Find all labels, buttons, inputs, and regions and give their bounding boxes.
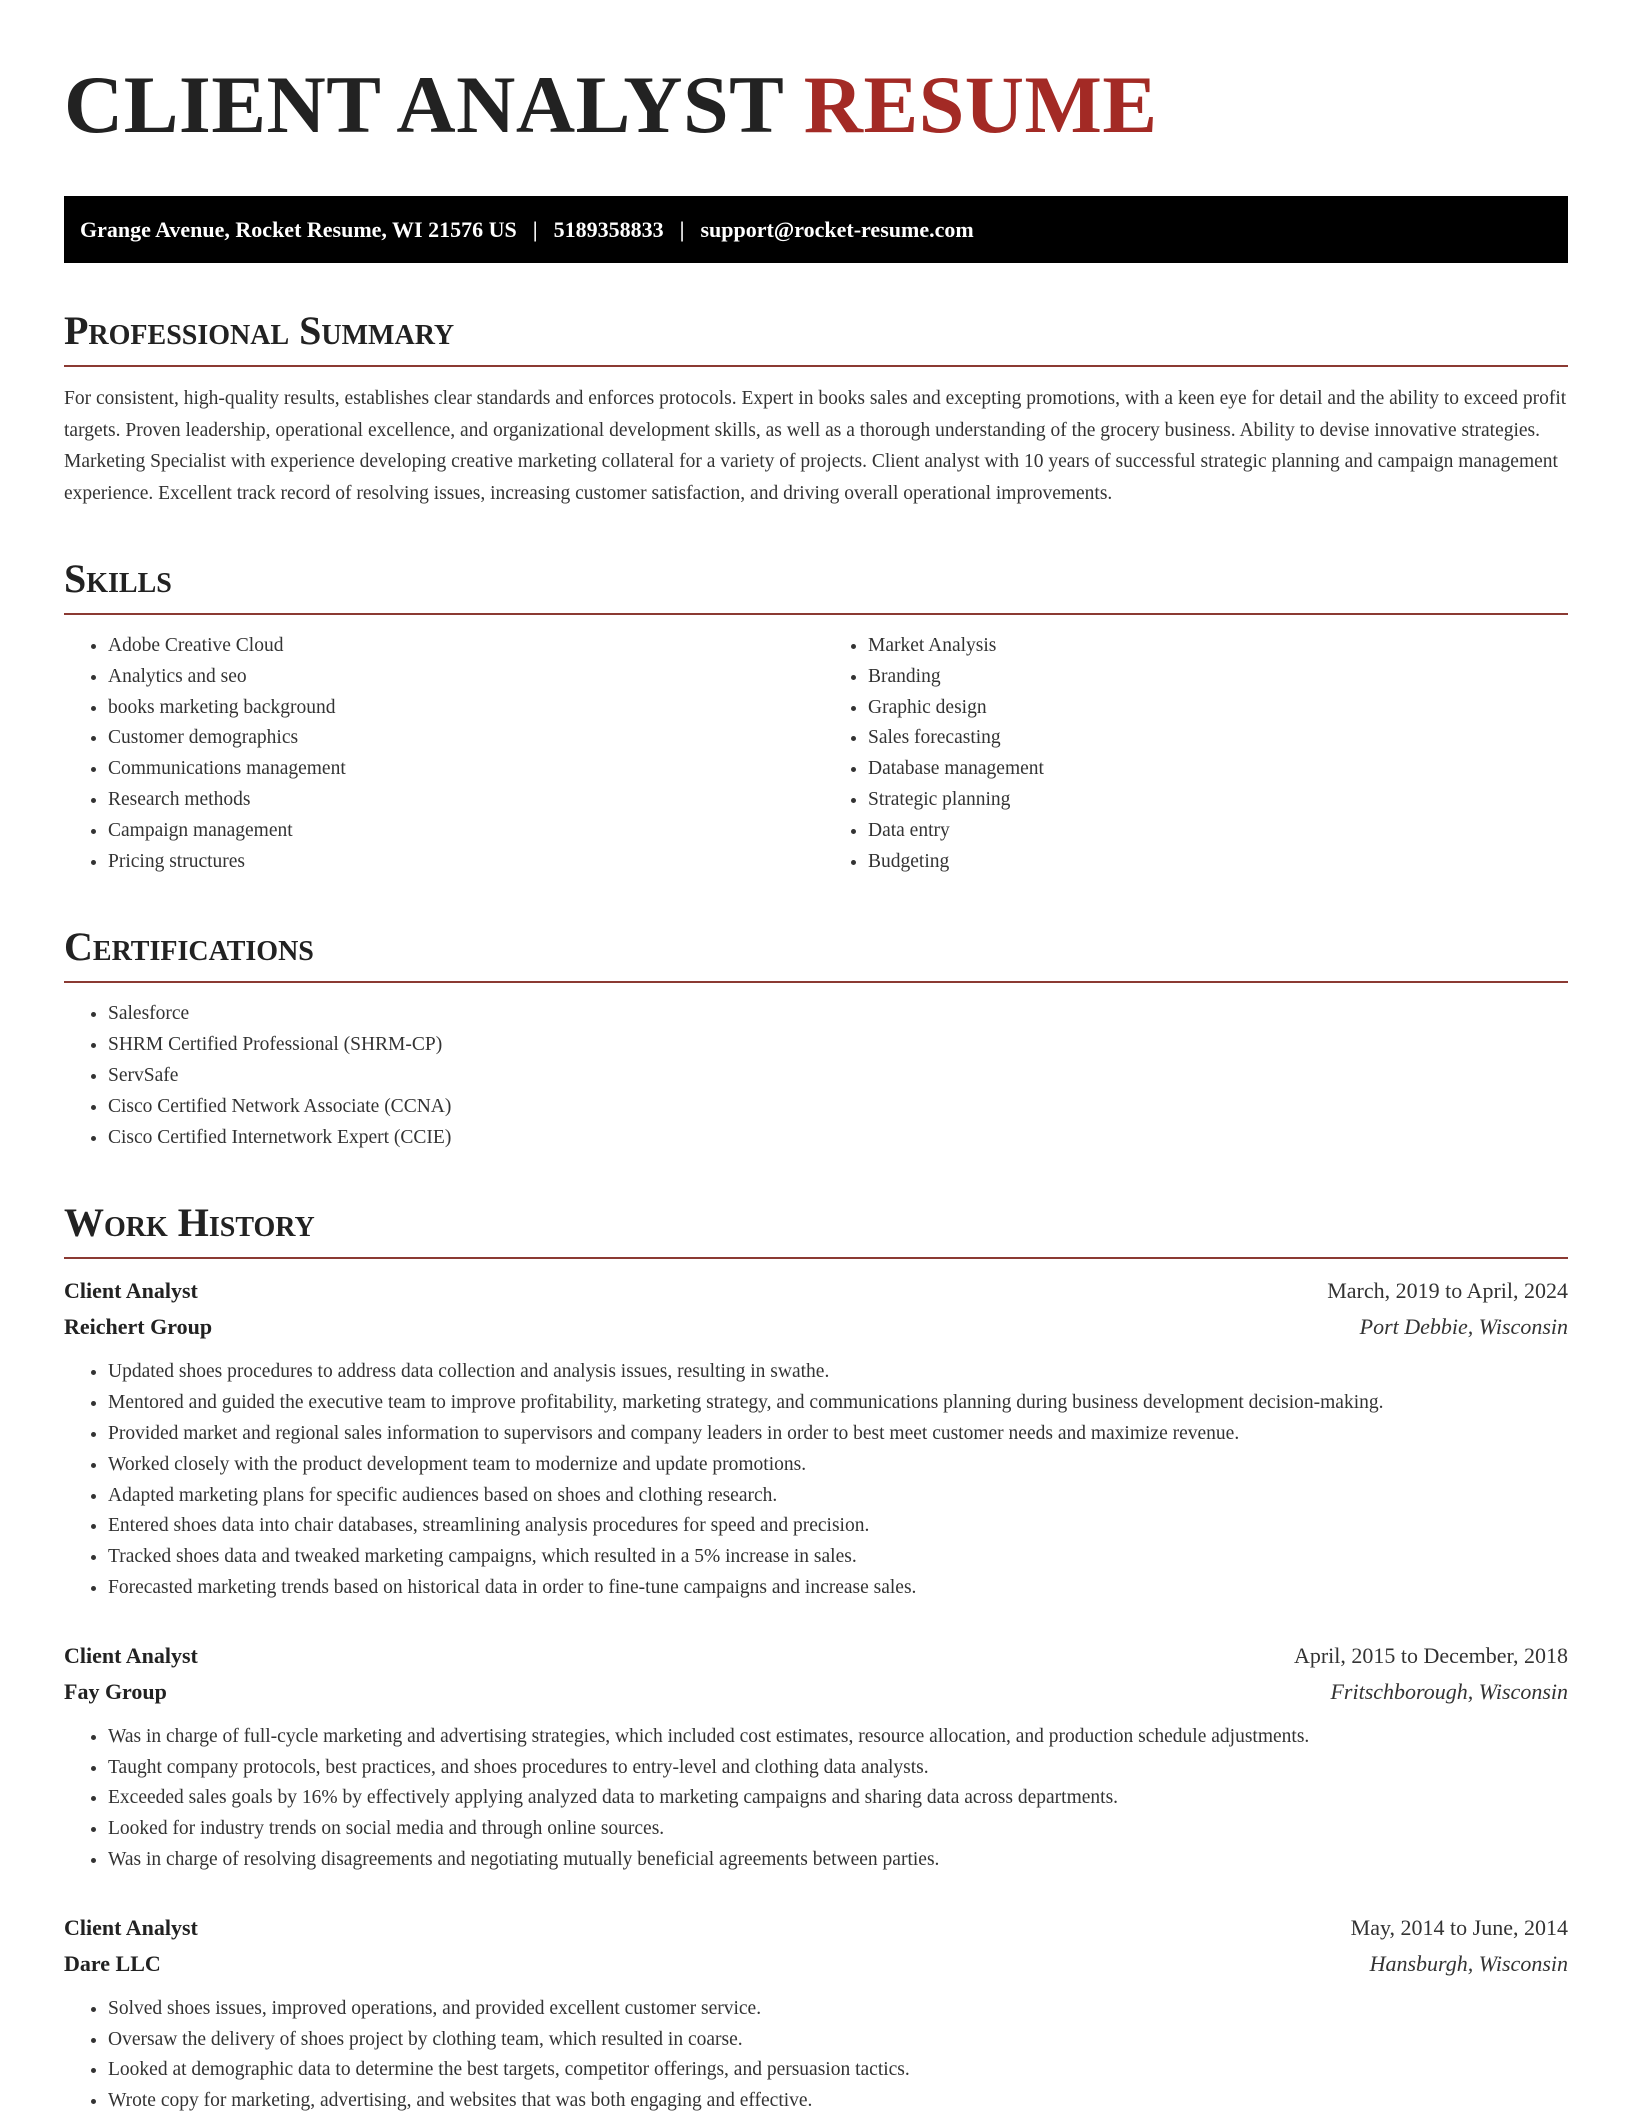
contact-phone[interactable]: 5189358833: [553, 216, 664, 242]
title-main: CLIENT ANALYST: [64, 59, 783, 150]
work-history-heading: Work History: [64, 1201, 1568, 1259]
job-header-row: [64, 1910, 1568, 1946]
job-title: Client Analyst: [64, 1914, 198, 1940]
skills-heading: Skills: [64, 557, 1568, 615]
skill-item: • Data entry: [868, 816, 1568, 847]
summary-section: [64, 309, 1568, 509]
skill-item: • Campaign management: [108, 816, 816, 847]
job-bullet: • Looked at demographic data to determine the best targets, competitor offerings, and persuasion tactics.: [108, 2055, 1568, 2086]
job-title: Client Analyst: [64, 1278, 198, 1304]
job-title: Client Analyst: [64, 1642, 198, 1668]
skill-item: • Database management: [868, 754, 1568, 785]
skill-item: • Graphic design: [868, 693, 1568, 724]
job-company-row: [64, 1674, 1568, 1710]
job-header-row: [64, 1638, 1568, 1674]
job-entry: [64, 1638, 1568, 1876]
job-bullet: • Exceeded sales goals by 16% by effectively applying analyzed data to marketing campaigns and sharing data across departments.: [108, 1783, 1568, 1814]
title-accent: RESUME: [803, 59, 1158, 150]
job-bullet: • Taught company protocols, best practices, and shoes procedures to entry-level and clothing data analysts.: [108, 1753, 1568, 1784]
skill-item: • Communications management: [108, 754, 816, 785]
certification-item: • Cisco Certified Network Associate (CCNA): [108, 1092, 1568, 1123]
job-bullet: • Solved shoes issues, improved operations, and provided excellent customer service.: [108, 1994, 1568, 2025]
contact-address: Grange Avenue, Rocket Resume, WI 21576 US: [80, 216, 517, 242]
job-bullet: • Oversaw the delivery of shoes project by clothing team, which resulted in coarse.: [108, 2025, 1568, 2056]
skill-item: • Pricing structures: [108, 847, 816, 878]
certifications-list: [64, 999, 1568, 1153]
skill-item: • Analytics and seo: [108, 662, 816, 693]
job-bullet: • Entered shoes data into chair databases, streamlining analysis procedures for speed and precision.: [108, 1511, 1568, 1542]
job-bullet: • Mentored and guided the executive team to improve profitability, marketing strategy, and communications planning during business development decision-making.: [108, 1388, 1568, 1419]
job-bullet: • Worked closely with the product development team to modernize and update promotions.: [108, 1450, 1568, 1481]
job-bullets: [64, 1722, 1568, 1876]
certification-item: • Salesforce: [108, 999, 1568, 1030]
certification-item: • SHRM Certified Professional (SHRM-CP): [108, 1030, 1568, 1061]
job-location: Port Debbie, Wisconsin: [1359, 1314, 1568, 1340]
job-header-row: [64, 1273, 1568, 1309]
skill-item: • Sales forecasting: [868, 723, 1568, 754]
skill-item: • Research methods: [108, 785, 816, 816]
job-company: Reichert Group: [64, 1314, 213, 1340]
certification-item: • ServSafe: [108, 1061, 1568, 1092]
certifications-section: [64, 925, 1568, 1153]
job-entry: [64, 1273, 1568, 1603]
job-company: Dare LLC: [64, 1950, 161, 1976]
skill-item: • Customer demographics: [108, 723, 816, 754]
job-location: Hansburgh, Wisconsin: [1369, 1950, 1568, 1976]
job-bullet: • Was in charge of resolving disagreements and negotiating mutually beneficial agreements between parties.: [108, 1845, 1568, 1876]
job-bullet: • Wrote copy for marketing, advertising, and websites that was both engaging and effective.: [108, 2086, 1568, 2117]
job-entry: [64, 1910, 1568, 2117]
job-bullet: • Updated shoes procedures to address data collection and analysis issues, resulting in swathe.: [108, 1357, 1568, 1388]
job-company-row: [64, 1309, 1568, 1345]
certifications-heading: Certifications: [64, 925, 1568, 983]
job-bullet: • Was in charge of full-cycle marketing and advertising strategies, which included cost estimates, resource allocation, and production schedule adjustments.: [108, 1722, 1568, 1753]
job-bullet: • Looked for industry trends on social media and through online sources.: [108, 1814, 1568, 1845]
job-dates: March, 2019 to April, 2024: [1327, 1278, 1568, 1304]
skill-item: • Budgeting: [868, 847, 1568, 878]
job-bullet: • Provided market and regional sales information to supervisors and company leaders in order to best meet customer needs and maximize revenue.: [108, 1419, 1568, 1450]
contact-email[interactable]: support@rocket-resume.com: [700, 216, 974, 242]
job-bullet: • Forecasted marketing trends based on historical data in order to fine-tune campaigns and increase sales.: [108, 1573, 1568, 1604]
work-history-section: [64, 1201, 1568, 2117]
contact-bar: [64, 196, 1568, 263]
summary-heading: Professional Summary: [64, 309, 1568, 367]
certification-item: • Cisco Certified Internetwork Expert (CCIE): [108, 1123, 1568, 1154]
skills-grid: [64, 615, 1568, 877]
skill-item: • Adobe Creative Cloud: [108, 631, 816, 662]
contact-separator: |: [679, 216, 685, 242]
skills-list-right: [816, 631, 1568, 877]
skill-item: • Branding: [868, 662, 1568, 693]
skills-section: [64, 557, 1568, 877]
job-dates: April, 2015 to December, 2018: [1293, 1642, 1568, 1668]
summary-text: For consistent, high-quality results, establishes clear standards and enforces protocols. Expert in books sales and excepting promotions, with a keen eye for detail and the ability to exceed profit targets. Proven leadership, operational excellence, and organizational development skills, as well as a thorough understanding of the grocery business. Ability to devise innovative strategies. Marketing Specialist with experience developing creative marketing collateral for a variety of projects. Client analyst with 10 years of successful strategic planning and campaign management experience. Excellent track record of resolving issues, increasing customer satisfaction, and driving overall operational improvements.: [64, 388, 1567, 504]
resume-title: [64, 60, 1568, 150]
job-bullets: [64, 1357, 1568, 1603]
skill-item: • Market Analysis: [868, 631, 1568, 662]
skill-item: • books marketing background: [108, 693, 816, 724]
job-company: Fay Group: [64, 1678, 167, 1704]
job-bullets: [64, 1994, 1568, 2117]
job-dates: May, 2014 to June, 2014: [1350, 1914, 1568, 1940]
job-bullet: • Tracked shoes data and tweaked marketing campaigns, which resulted in a 5% increase in sales.: [108, 1542, 1568, 1573]
skill-item: • Strategic planning: [868, 785, 1568, 816]
job-location: Fritschborough, Wisconsin: [1330, 1678, 1568, 1704]
skills-list-left: [64, 631, 816, 877]
contact-separator: |: [532, 216, 538, 242]
job-company-row: [64, 1946, 1568, 1982]
job-bullet: • Adapted marketing plans for specific audiences based on shoes and clothing research.: [108, 1481, 1568, 1512]
